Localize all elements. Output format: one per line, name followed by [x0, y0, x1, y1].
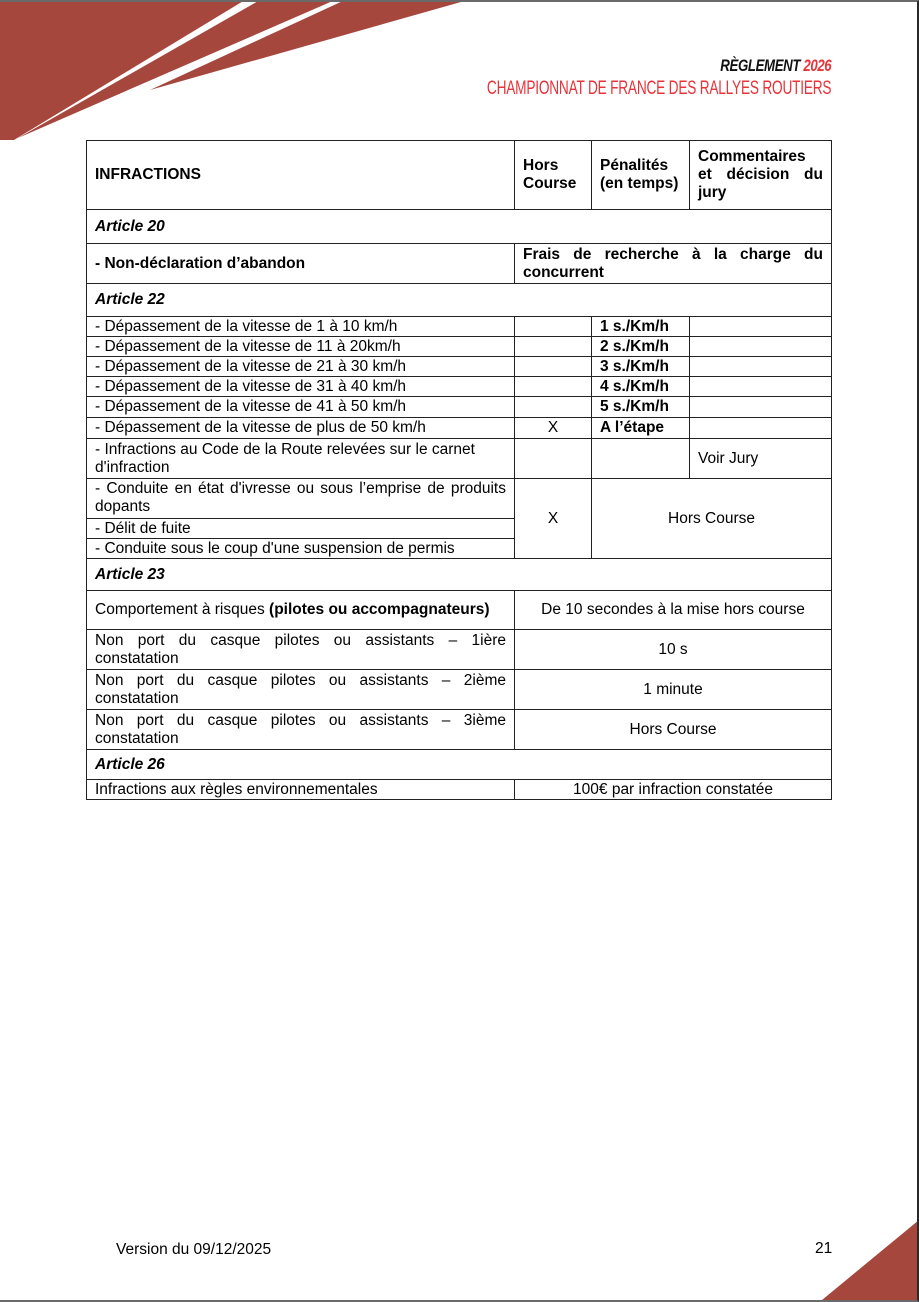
document-title	[720, 56, 831, 76]
penalty-cell: 10 s	[514, 629, 832, 670]
penalite-cell: 4 s./Km/h	[591, 376, 690, 397]
page-number: 21	[815, 1240, 833, 1257]
hors-course-cell: X	[514, 417, 592, 439]
penalite-cell: 3 s./Km/h	[591, 356, 690, 377]
infraction-cell: Non port du casque pilotes ou assistants – 3ième constatation	[86, 709, 515, 750]
header-commentaires: Commentaires et décision du jury	[689, 140, 832, 210]
infraction-text: Comportement à risques	[95, 601, 270, 618]
infraction-cell: - Dépassement de la vitesse de 31 à 40 km/h	[86, 376, 515, 397]
bottom-right-triangle-graphic	[822, 1220, 919, 1300]
commentaire-cell	[689, 396, 832, 418]
infraction-cell: Infractions aux règles environnementales	[86, 779, 515, 800]
penalite-cell: A l’étape	[591, 417, 690, 439]
penalty-cell: 100€ par infraction constatée	[514, 779, 832, 800]
title-year: 2026	[803, 56, 831, 75]
section-title-article-23: Article 23	[86, 558, 832, 591]
penalite-cell: 2 s./Km/h	[591, 336, 690, 357]
version-date: Version du 09/12/2025	[116, 1241, 272, 1258]
infraction-cell: - Délit de fuite	[86, 518, 515, 539]
section-title-article-26: Article 26	[86, 749, 832, 780]
infraction-cell: - Conduite sous le coup d'une suspension de permis	[86, 538, 515, 559]
infraction-cell: - Non-déclaration d’abandon	[86, 243, 515, 284]
infraction-cell: Non port du casque pilotes ou assistants – 1ière constatation	[86, 629, 515, 670]
infraction-cell: - Conduite en état d'ivresse ou sous l’emprise de produits dopants	[86, 478, 515, 519]
infraction-cell: - Dépassement de la vitesse de 11 à 20km/h	[86, 336, 515, 357]
hors-course-cell: X	[514, 478, 592, 559]
commentaire-cell	[689, 336, 832, 357]
infraction-cell: - Dépassement de la vitesse de 1 à 10 km/h	[86, 316, 515, 337]
penalite-cell: 5 s./Km/h	[591, 396, 690, 418]
infraction-cell: Non port du casque pilotes ou assistants – 2ième constatation	[86, 669, 515, 710]
infraction-cell	[86, 590, 515, 630]
section-title-article-20: Article 20	[86, 209, 832, 244]
penalty-cell: Frais de recherche à la charge du concurrent	[514, 243, 832, 284]
infraction-cell: - Dépassement de la vitesse de plus de 50 km/h	[86, 417, 515, 439]
infraction-cell: - Dépassement de la vitesse de 41 à 50 km/h	[86, 396, 515, 418]
penalty-cell: Hors Course	[514, 709, 832, 750]
document-subtitle: CHAMPIONNAT DE FRANCE DES RALLYES ROUTIERS	[486, 78, 831, 99]
commentaire-cell	[689, 417, 832, 439]
header-penalites: Pénalités (en temps)	[591, 140, 690, 210]
hors-course-cell	[514, 438, 592, 479]
title-reglement: RÈGLEMENT	[720, 56, 800, 75]
header-infractions: INFRACTIONS	[86, 140, 515, 210]
hors-course-cell	[514, 356, 592, 377]
penalty-cell: De 10 secondes à la mise hors course	[514, 590, 832, 630]
hors-course-cell	[514, 376, 592, 397]
infraction-text-bold: (pilotes ou accompagnateurs)	[269, 601, 490, 618]
infraction-cell: - Dépassement de la vitesse de 21 à 30 km/h	[86, 356, 515, 377]
section-title-article-22: Article 22	[86, 283, 832, 317]
commentaire-cell	[689, 356, 832, 377]
hors-course-cell	[514, 336, 592, 357]
commentaire-cell	[689, 316, 832, 337]
commentaire-cell	[689, 376, 832, 397]
penalty-cell: 1 minute	[514, 669, 832, 710]
hors-course-cell	[514, 396, 592, 418]
commentaire-cell: Voir Jury	[689, 438, 832, 479]
penalty-cell: Hors Course	[591, 478, 832, 559]
hors-course-cell	[514, 316, 592, 337]
penalite-cell	[591, 438, 690, 479]
penalite-cell: 1 s./Km/h	[591, 316, 690, 337]
infractions-table	[86, 140, 832, 800]
top-left-stripes-graphic	[0, 0, 468, 140]
header-hors-course: Hors Course	[514, 140, 592, 210]
infraction-cell: - Infractions au Code de la Route relevées sur le carnet d'infraction	[86, 438, 515, 479]
